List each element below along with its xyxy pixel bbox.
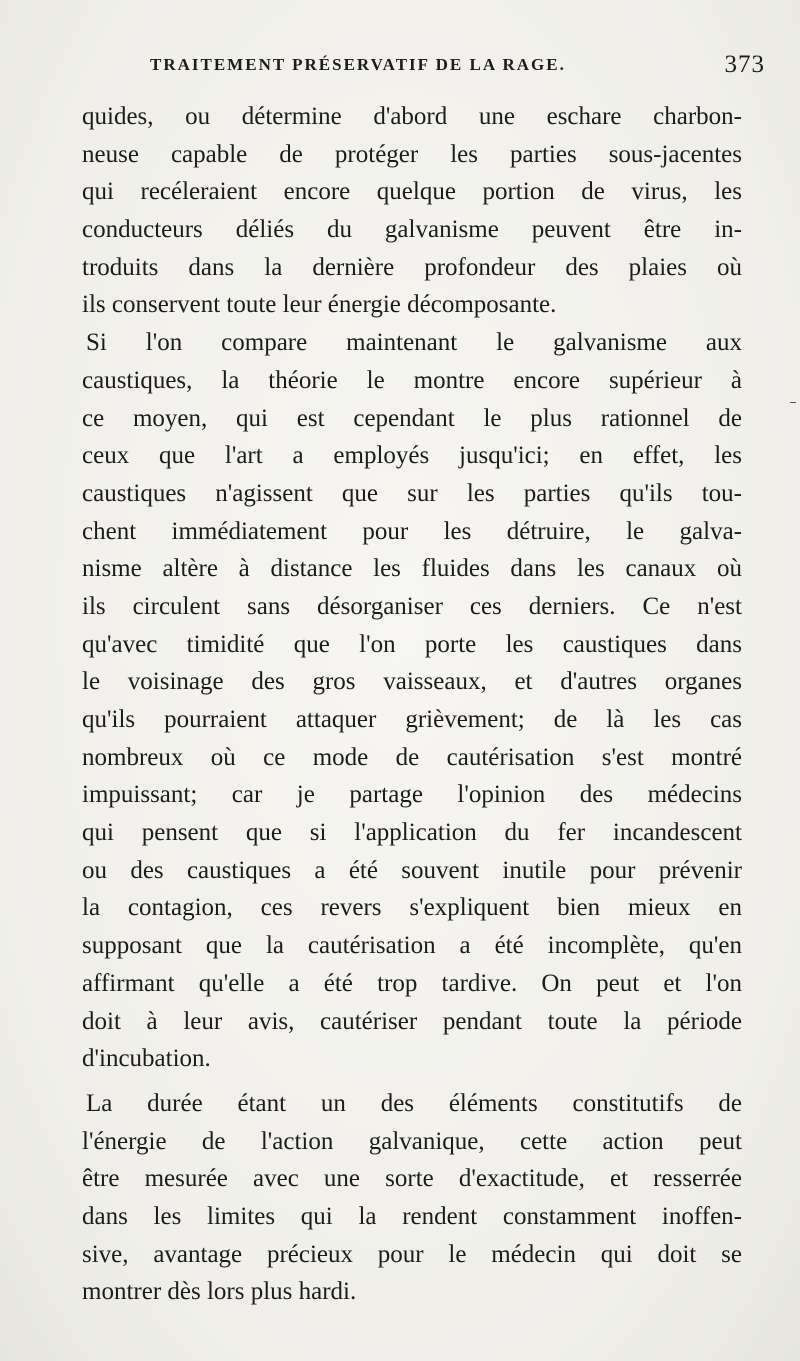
paragraph-end-line: d'incubation. [82, 1045, 211, 1073]
text-line: caustiques, la théorie le montre encore supérieur à [82, 366, 742, 394]
text-line: troduits dans la dernière profondeur des plaies où [82, 253, 742, 281]
text-line: l'énergie de l'action galvanique, cette action peut [82, 1127, 742, 1155]
text-line: la contagion, ces revers s'expliquent bien mieux en [82, 894, 742, 922]
text-line: affirmant qu'elle a été trop tardive. On peut et l'on [82, 969, 742, 997]
body-text [82, 98, 742, 1311]
paragraph-end-line: ils conservent toute leur énergie décomposante. [82, 291, 557, 319]
text-line: qui pensent que si l'application du fer incandescent [82, 819, 742, 847]
paragraph-end-line: montrer dès lors plus hardi. [82, 1278, 357, 1306]
page-header [150, 51, 765, 95]
text-line: quides, ou détermine d'abord une eschare charbon- [82, 103, 742, 130]
text-line: nombreux où ce mode de cautérisation s'est montré [82, 743, 742, 771]
text-line: ils circulent sans désorganiser ces derniers. Ce n'est [82, 592, 742, 620]
text-line: neuse capable de protéger les parties sous-jacentes [82, 140, 742, 168]
text-line: qu'ils pourraient attaquer grièvement; de là les cas [82, 706, 742, 733]
paragraph-start-line: La durée étant un des éléments constitutifs de [86, 1089, 742, 1117]
paragraph-gap [82, 1078, 742, 1085]
text-line: sive, avantage précieux pour le médecin qui doit se [82, 1240, 742, 1268]
text-line: conducteurs déliés du galvanisme peuvent être in- [82, 216, 742, 244]
text-line: supposant que la cautérisation a été incomplète, qu'en [82, 932, 742, 960]
text-line: être mesurée avec une sorte d'exactitude, et resserrée [82, 1165, 742, 1193]
text-line: chent immédiatement pour les détruire, le galva- [82, 517, 742, 545]
text-line: dans les limites qui la rendent constamment inoffen- [82, 1202, 742, 1230]
text-line: nisme altère à distance les fluides dans les canaux où [82, 555, 742, 583]
text-line: ou des caustiques a été souvent inutile pour prévenir [82, 856, 742, 884]
text-line: le voisinage des gros vaisseaux, et d'autres organes [82, 668, 742, 696]
margin-mark [790, 402, 796, 403]
text-line: caustiques n'agissent que sur les parties qu'ils tou- [82, 479, 742, 507]
text-line: doit à leur avis, cautériser pendant toute la période [82, 1007, 742, 1035]
text-line: qu'avec timidité que l'on porte les caustiques dans [82, 630, 742, 658]
text-line: ceux que l'art a employés jusqu'ici; en effet, les [82, 442, 742, 470]
text-line: impuissant; car je partage l'opinion des médecins [82, 781, 742, 809]
paragraph-start-line: Si l'on compare maintenant le galvanisme aux [86, 329, 742, 357]
running-title: TRAITEMENT PRÉSERVATIF DE LA RAGE. [150, 55, 566, 74]
page-number: 373 [724, 51, 765, 78]
text-line: ce moyen, qui est cependant le plus rationnel de [82, 404, 742, 432]
text-line: qui recéleraient encore quelque portion de virus, les [82, 178, 742, 206]
